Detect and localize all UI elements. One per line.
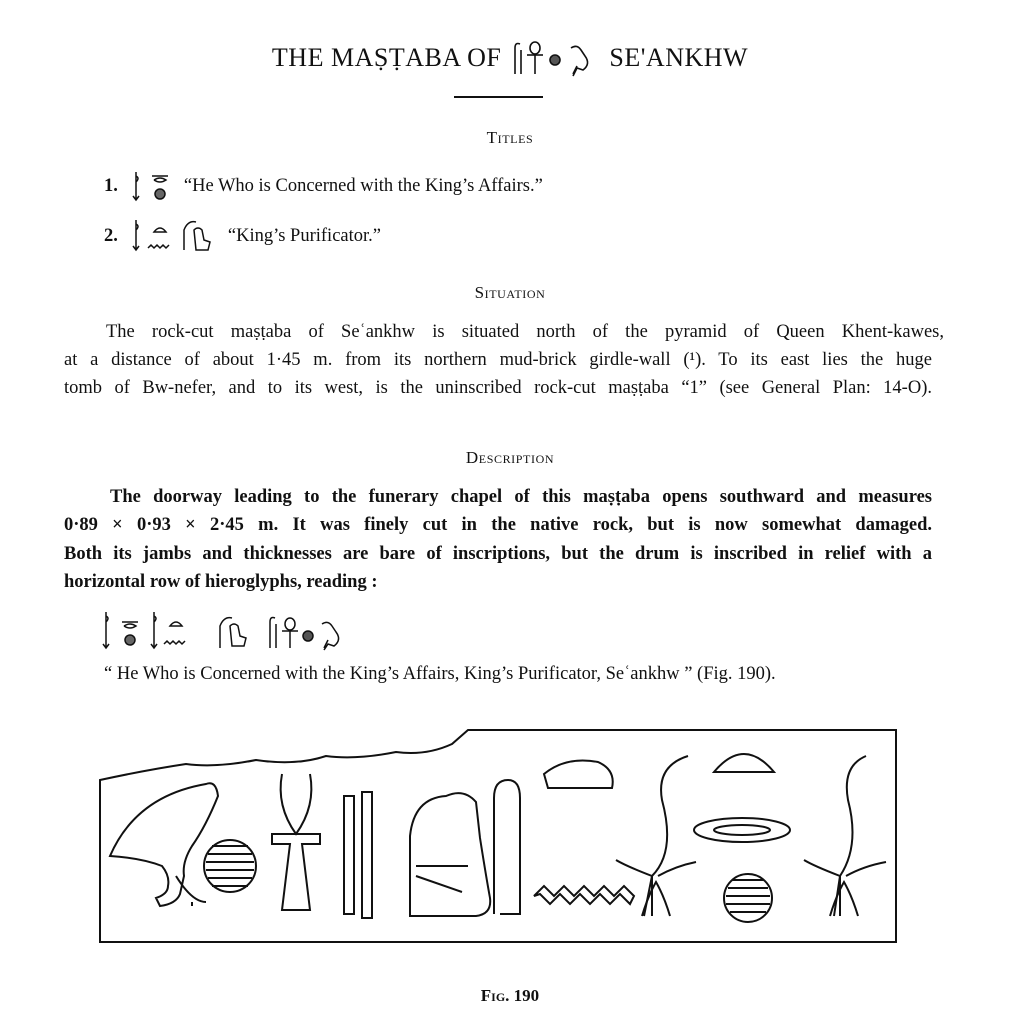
section-heading-situation: Situation [474, 283, 546, 302]
title-item-number: 1. [104, 175, 118, 196]
hieroglyph-name-icon [509, 38, 601, 78]
title-item-text: “King’s Purificator.” [227, 225, 381, 246]
section-heading-titles: Titles [486, 128, 534, 147]
description-line: 0·89 × 0·93 × 2·45 m. It was finely cut in the native rock, but is now somewhat damaged. [64, 515, 932, 535]
translation-text: “ He Who is Concerned with the King’s Affairs, King’s Purificator, Seʿankhw ” (Fig. 190). [104, 664, 776, 684]
hieroglyph-title2-icon [128, 218, 218, 254]
title-item-text: “He Who is Concerned with the King’s Affairs.” [183, 175, 543, 196]
figure-caption: Fig. 190 [480, 986, 540, 1005]
page-title-suffix: SE'ANKHW [609, 43, 749, 72]
situation-line: tomb of Bw-nefer, and to its west, is the uninscribed rock-cut maṣṭaba “1” (see General Plan: 14-O). [64, 378, 932, 398]
description-line: The doorway leading to the funerary chapel of this maṣṭaba opens southward and measures [110, 487, 932, 507]
situation-line: The rock-cut maṣṭaba of Seʿankhw is situated north of the pyramid of Queen Khent-kawes, [106, 322, 944, 342]
page-title-prefix: THE MAṢṬABA OF [271, 43, 502, 72]
title-item-number: 2. [104, 225, 118, 246]
section-heading-description: Description [465, 448, 555, 467]
title-item-1 [104, 170, 543, 202]
hieroglyph-title1-icon [128, 170, 174, 202]
page-title [0, 38, 1020, 78]
title-rule [454, 96, 543, 98]
description-line: horizontal row of hieroglyphs, reading : [64, 572, 378, 592]
situation-line: at a distance of about 1·45 m. from its northern mud-brick girdle-wall (¹). To its east lies the huge [64, 350, 932, 370]
description-line: Both its jambs and thicknesses are bare of inscriptions, but the drum is inscribed in relief with a [64, 544, 932, 564]
relief-drawing [96, 726, 902, 948]
hieroglyph-row-icon [100, 608, 350, 652]
title-item-2 [104, 218, 381, 254]
